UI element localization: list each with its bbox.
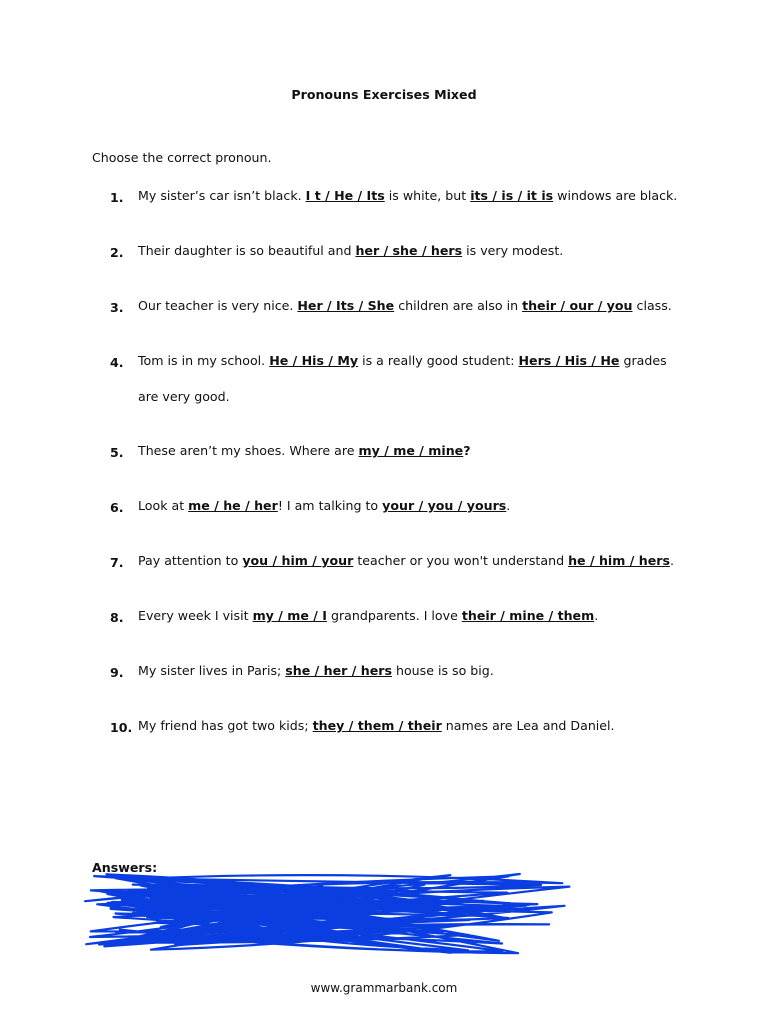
exercise-number: 5. bbox=[110, 445, 124, 460]
sentence-text: class. bbox=[632, 298, 672, 313]
exercise-number: 10. bbox=[110, 720, 133, 735]
sentence-text: is white, but bbox=[384, 188, 471, 203]
exercise-number: 9. bbox=[110, 665, 124, 680]
sentence-text: . bbox=[506, 498, 511, 513]
pronoun-choices: He / His / My bbox=[269, 353, 359, 368]
sentence-text: Every week I visit bbox=[138, 608, 253, 623]
sentence-text: teacher or you won't understand bbox=[353, 553, 569, 568]
sentence-text: Their daughter is so beautiful and bbox=[138, 243, 356, 258]
pronoun-choices: he / him / hers bbox=[568, 553, 670, 568]
sentence-text: ? bbox=[463, 443, 471, 458]
exercise-number: 2. bbox=[110, 245, 124, 260]
pronoun-choices: my / me / mine bbox=[358, 443, 464, 458]
pronoun-choices: me / he / her bbox=[188, 498, 278, 513]
pronoun-choices: Hers / His / He bbox=[518, 353, 620, 368]
sentence-text: These aren’t my shoes. Where are bbox=[138, 443, 359, 458]
sentence-text: children are also in bbox=[394, 298, 523, 313]
sentence-text: . bbox=[594, 608, 599, 623]
sentence-text: windows are black. bbox=[553, 188, 678, 203]
pronoun-choices: my / me / I bbox=[252, 608, 327, 623]
sentence-text: grandparents. I love bbox=[326, 608, 462, 623]
exercise-number: 1. bbox=[110, 190, 124, 205]
exercise-number: 6. bbox=[110, 500, 124, 515]
pronoun-choices: you / him / your bbox=[242, 553, 354, 568]
sentence-text: names are Lea and Daniel. bbox=[441, 718, 615, 733]
pronoun-choices: your / you / yours bbox=[382, 498, 507, 513]
sentence-text: Our teacher is very nice. bbox=[138, 298, 298, 313]
exercise-number: 3. bbox=[110, 300, 124, 315]
sentence-text: ! I am talking to bbox=[277, 498, 383, 513]
sentence-text: grades are very good. bbox=[138, 353, 667, 404]
pronoun-choices: I t / He / Its bbox=[305, 188, 385, 203]
instruction-text: Choose the correct pronoun. bbox=[92, 150, 272, 165]
sentence-text: My sister’s car isn’t black. bbox=[138, 188, 306, 203]
exercise-number: 7. bbox=[110, 555, 124, 570]
sentence-text: My friend has got two kids; bbox=[138, 718, 313, 733]
sentence-text: is very modest. bbox=[462, 243, 564, 258]
page-title: Pronouns Exercises Mixed bbox=[291, 87, 477, 102]
pronoun-choices: they / them / their bbox=[312, 718, 442, 733]
footer-url: www.grammarbank.com bbox=[310, 981, 458, 995]
sentence-text: house is so big. bbox=[391, 663, 494, 678]
pronoun-choices: their / our / you bbox=[522, 298, 633, 313]
sentence-text: My sister lives in Paris; bbox=[138, 663, 286, 678]
pronoun-choices: their / mine / them bbox=[461, 608, 595, 623]
pronoun-choices: Her / Its / She bbox=[297, 298, 395, 313]
exercise-number: 4. bbox=[110, 355, 124, 370]
sentence-text: Tom is in my school. bbox=[138, 353, 270, 368]
sentence-text: is a really good student: bbox=[358, 353, 519, 368]
exercise-number: 8. bbox=[110, 610, 124, 625]
sentence-text: . bbox=[669, 553, 674, 568]
pronoun-choices: her / she / hers bbox=[355, 243, 463, 258]
pronoun-choices: she / her / hers bbox=[285, 663, 392, 678]
sentence-text: Pay attention to bbox=[138, 553, 243, 568]
answers-label: Answers: bbox=[92, 860, 158, 875]
sentence-text: Look at bbox=[138, 498, 189, 513]
pronoun-choices: its / is / it is bbox=[470, 188, 554, 203]
